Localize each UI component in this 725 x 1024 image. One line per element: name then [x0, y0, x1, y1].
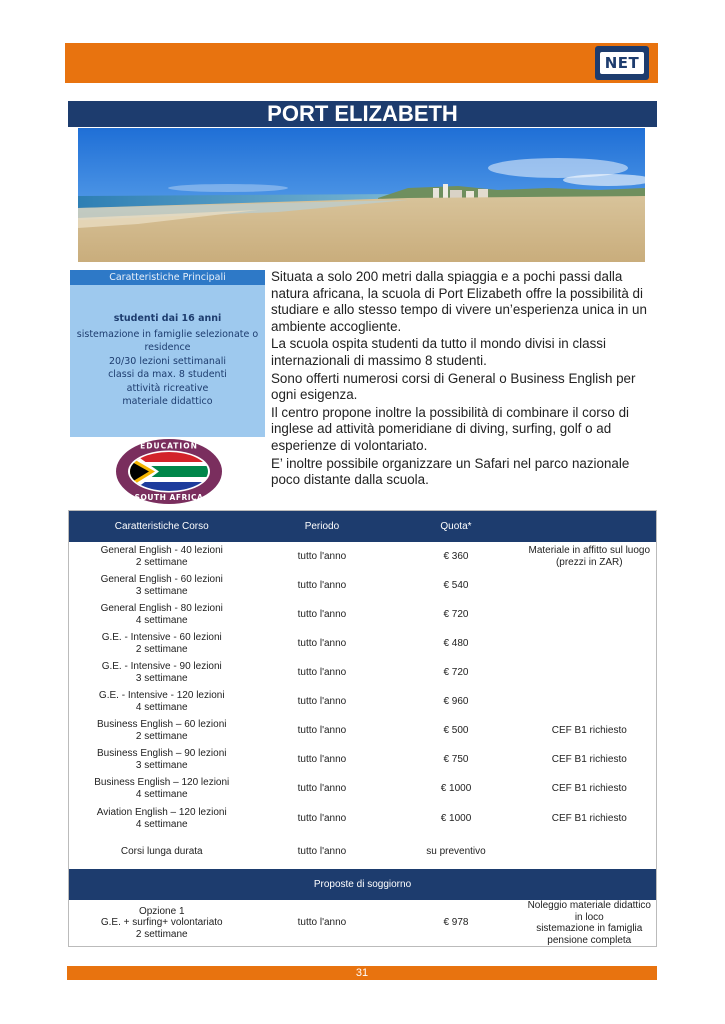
period-cell: tutto l'anno	[297, 579, 347, 591]
section-row	[69, 869, 657, 900]
period-cell: tutto l'anno	[297, 917, 347, 929]
top-orange-bar	[65, 43, 658, 83]
course-cell: Business English – 60 lezioni 2 settimane	[96, 719, 227, 742]
price-cell: € 720	[443, 666, 469, 678]
note-cell: CEF B1 richiesto	[551, 753, 627, 765]
feature-highlight: studenti dai 16 anni	[113, 313, 222, 324]
description-paragraph: Situata a solo 200 metri dalla spiaggia e a pochi passi dalla natura africana, la scuola di Port Elizabeth offre la possibilità di studiare e allo stesso tempo di vivere un’esperienza unica in un ambiente accogliente.	[271, 269, 647, 334]
course-cell: G.E. - Intensive - 60 lezioni 2 settimane	[101, 632, 222, 655]
table-row	[69, 571, 657, 600]
course-cell: General English - 60 lezioni 3 settimane	[100, 574, 223, 597]
table-row	[69, 542, 657, 571]
course-cell: G.E. - Intensive - 120 lezioni 4 settimane	[98, 690, 225, 713]
period-cell: tutto l'anno	[297, 637, 347, 649]
table-row	[69, 716, 657, 745]
period-cell: tutto l'anno	[297, 782, 347, 794]
table-row	[69, 774, 657, 803]
course-cell: General English - 80 lezioni 4 settimane	[100, 603, 223, 626]
note-cell	[523, 658, 657, 687]
price-cell: € 978	[443, 917, 469, 929]
feature-item: materiale didattico	[122, 396, 213, 407]
period-cell: tutto l'anno	[297, 666, 347, 678]
period-cell: tutto l'anno	[297, 753, 347, 765]
period-cell: tutto l'anno	[297, 845, 347, 857]
col-header-period: Periodo	[254, 511, 389, 543]
price-cell: € 500	[443, 724, 469, 736]
note-cell	[523, 629, 657, 658]
table-header-row	[69, 511, 657, 543]
note-cell: CEF B1 richiesto	[551, 782, 627, 794]
period-cell: tutto l'anno	[297, 812, 347, 824]
col-header-price: Quota*	[389, 511, 522, 543]
description-paragraph: Sono offerti numerosi corsi di General o Business English per ogni esigenza.	[271, 370, 636, 403]
main-features-heading: Caratteristiche Principali	[70, 270, 265, 285]
badge-bottom-text: SOUTH AFRICA	[134, 493, 204, 502]
course-cell: Opzione 1 G.E. + surfing+ volontariato 2 settimane	[100, 905, 223, 940]
price-cell: € 1000	[440, 782, 472, 794]
price-cell: € 480	[443, 637, 469, 649]
price-cell: € 1000	[440, 812, 472, 824]
table-row	[69, 834, 657, 869]
course-cell: Corsi lunga durata	[120, 845, 203, 857]
course-cell: G.E. - Intensive - 90 lezioni 3 settimane	[101, 661, 222, 684]
period-cell: tutto l'anno	[297, 695, 347, 707]
table-row	[69, 629, 657, 658]
note-cell: CEF B1 richiesto	[551, 724, 627, 736]
period-cell: tutto l'anno	[297, 550, 347, 562]
beach-photo	[78, 128, 645, 262]
note-cell	[523, 687, 657, 716]
description-paragraph: Il centro propone inoltre la possibilità di combinare il corso di inglese ad attività pomeridiane di diving, surfing, golf o ad esperienze di volontariato.	[271, 404, 630, 453]
course-price-table	[68, 510, 657, 947]
education-south-africa-badge	[115, 438, 223, 505]
description-text	[271, 269, 656, 490]
price-cell: € 750	[443, 753, 469, 765]
page-number: 31	[67, 966, 657, 980]
note-cell: Materiale in affitto sul luogo (prezzi in ZAR)	[528, 545, 651, 568]
note-cell: CEF B1 richiesto	[551, 812, 627, 824]
main-features-box	[70, 270, 265, 437]
note-cell	[523, 834, 657, 869]
table-row	[69, 803, 657, 834]
note-cell: Noleggio materiale didattico in loco sistemazione in famiglia pensione completa	[527, 900, 651, 946]
table-row	[69, 600, 657, 629]
col-header-course: Caratteristiche Corso	[69, 511, 255, 543]
feature-item: classi da max. 8 studenti	[108, 369, 227, 380]
section-label: Proposte di soggiorno	[69, 869, 657, 900]
price-cell: su preventivo	[426, 845, 486, 857]
course-cell: Aviation English – 120 lezioni 4 settimane	[96, 807, 227, 830]
table-row	[69, 900, 657, 947]
table-row	[69, 745, 657, 774]
course-cell: Business English – 120 lezioni 4 settimane	[94, 777, 230, 800]
course-cell: General English - 40 lezioni 2 settimane	[100, 545, 223, 568]
price-cell: € 540	[443, 579, 469, 591]
col-header-notes	[523, 511, 657, 543]
price-cell: € 360	[443, 550, 469, 562]
description-paragraph: E’ inoltre possibile organizzare un Safari nel parco nazionale poco distante dalla scuola.	[271, 455, 630, 488]
price-cell: € 720	[443, 608, 469, 620]
description-paragraph: La scuola ospita studenti da tutto il mondo divisi in classi internazionali di massimo 8 studenti.	[271, 336, 606, 368]
course-cell: Business English – 90 lezioni 3 settimane	[96, 748, 227, 771]
page-title: PORT ELIZABETH	[68, 101, 657, 127]
price-cell: € 960	[443, 695, 469, 707]
period-cell: tutto l'anno	[297, 724, 347, 736]
note-cell	[523, 600, 657, 629]
net-logo	[595, 46, 649, 80]
table-row	[69, 658, 657, 687]
note-cell	[523, 571, 657, 600]
feature-item: 20/30 lezioni settimanali	[108, 355, 227, 367]
period-cell: tutto l'anno	[297, 608, 347, 620]
feature-item: sistemazione in famiglie selezionate o residence	[76, 328, 259, 353]
logo-text: NET	[600, 52, 645, 74]
badge-top-text: EDUCATION	[140, 441, 198, 451]
feature-item: attività ricreative	[126, 382, 209, 394]
table-row	[69, 687, 657, 716]
